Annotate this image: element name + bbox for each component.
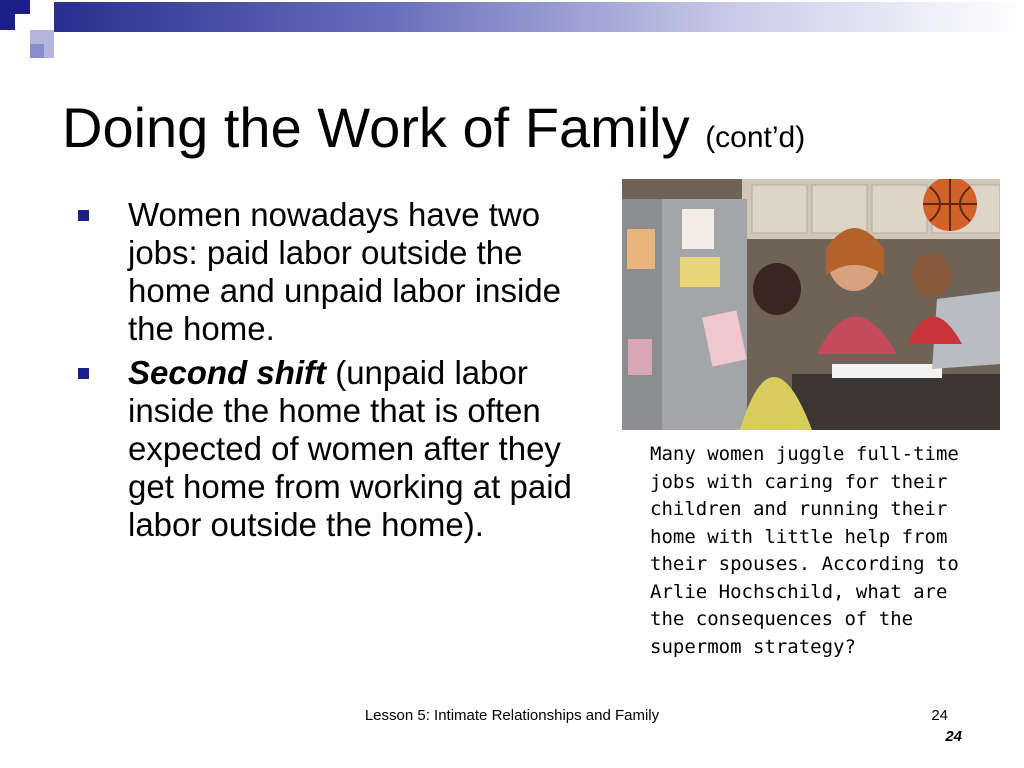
decorative-square — [0, 30, 30, 58]
photo-caption: Many women juggle full-time jobs with caring for their children and running their home with little help from their spouses. According to Arlie Hochschild, what are the consequences of the supermom strategy? — [650, 443, 959, 658]
bullet-text: Women nowadays have two jobs: paid labor outside the home and unpaid labor inside the home. — [128, 196, 561, 347]
slide-title — [62, 92, 805, 174]
photo-family-kitchen — [622, 179, 1000, 430]
bullet-item — [74, 196, 574, 348]
bullet-list — [74, 196, 574, 550]
bullet-term: Second shift — [128, 354, 327, 391]
square-bullet-icon — [78, 210, 89, 221]
decorative-square — [15, 14, 30, 30]
photo-illustration — [622, 179, 1000, 430]
slide-number-secondary: 24 — [945, 728, 962, 745]
slide-title-suffix: (cont’d) — [705, 121, 806, 154]
slide-title-main: Doing the Work of Family — [62, 96, 690, 159]
square-bullet-icon — [78, 368, 89, 379]
slide-number: 24 — [931, 707, 948, 724]
decorative-square — [30, 44, 44, 58]
bullet-item — [74, 354, 574, 544]
bullet-text: (unpaid labor inside the home that is often expected of women after they get home from working at paid labor outside the home). — [128, 354, 572, 543]
header-gradient-band — [54, 2, 1024, 32]
decorative-square — [30, 0, 54, 30]
footer-text: Lesson 5: Intimate Relationships and Family — [364, 707, 660, 724]
